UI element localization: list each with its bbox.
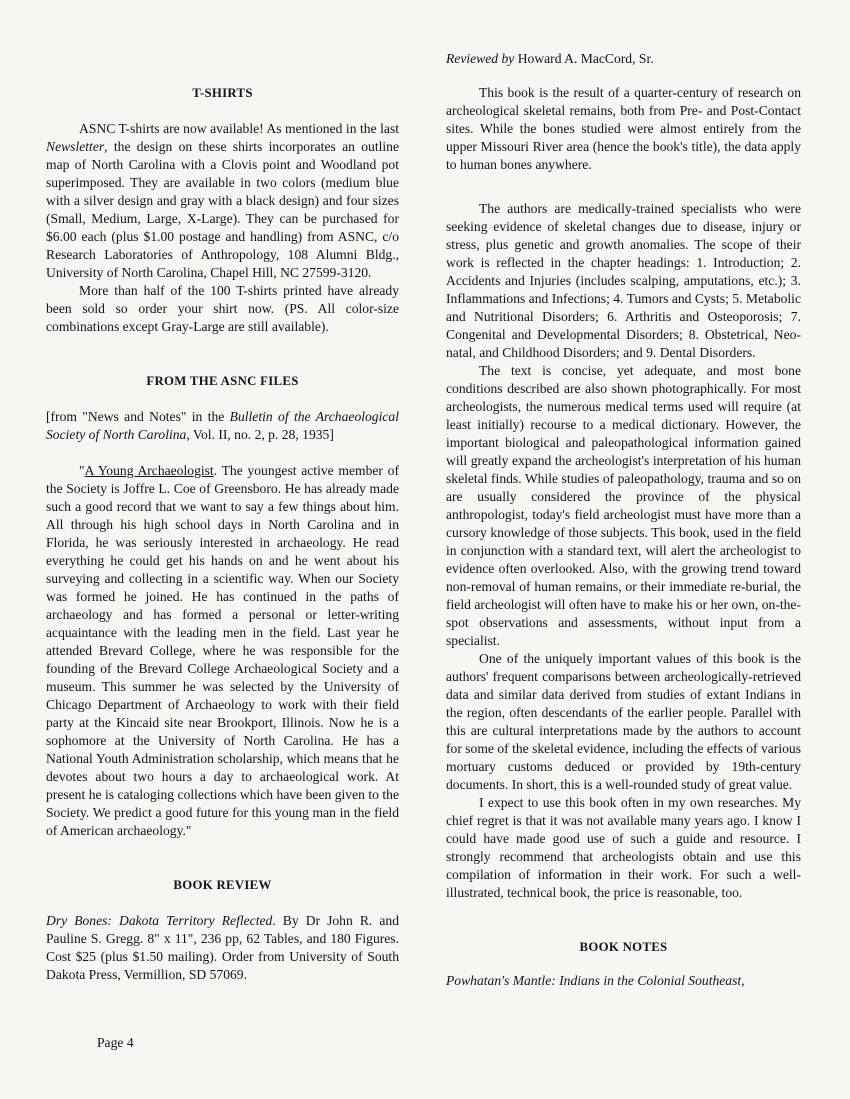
review-paragraph-2: The authors are medically-trained specialists who were seeking evidence of skeletal changes due to disease, injury or stress, plus genetic and growth anomalies. The scope of their work is reflected in the chapter headings: 1. Introduction; 2. Accidents and Injuries (includes scalping, amputations, etc.); 3. Inflammations and Infections; 4. Tumors and Cysts; 5. Metabolic and Nutritional Disorders; 6. Arthritis and Osteoporosis; 7. Congenital and Developmental Disorders; 8. Obstetrical, Neo-natal, and Childhood Disorders; and 9. Dental Disorders. (446, 201, 801, 360)
book-title: Dry Bones: Dakota Territory Reflected (46, 913, 273, 928)
young-archaeologist-article: "A Young Archaeologist. The youngest active member of the Society is Joffre L. Coe of Greensboro. He has already made such a good record that we want to say a few things about him. All through his high school days in North Carolina and in Florida, he was seriously interested in archaeology. He read everything he could get his hands on and he went about his surveying and collecting in a scientific way. When our Society was formed he joined. He has continued in the paths of archaeology and has formed a personal or letter-writing acquaintance with the leading men in the field. Last year he attended Brevard College, where he was responsible for the founding of the Brevard College Archaeological Society and a museum. This summer he was selected by the University of Chicago Department of Archaeology to work with their field party at the Kincaid site near Brookport, Illinois. Now he is a sophomore at the University of North Carolina. He has a National Youth Administration scholarship, which means that he devotes about two hours a day to archaeological work. At present he is cataloging collections which have been given to the Society. We predict a good future for this young man in the field of American archaeology." (46, 463, 399, 838)
review-paragraph-3: The text is concise, yet adequate, and most bone conditions described are also shown photographically. For most archeologists, the numerous medical terms used will require (at least initially) recourse to a medical dictionary. However, the important biological and paleopathological information gained will greatly expand the archeologist's interpretation of his human skeletal finds. While studies of paleopathology, trauma and so on are usually considered the province of the physical anthropologist, today's field archeologist must have more than a cursory knowledge of those subjects. This book, used in the field in conjunction with a standard text, will alert the archeologist to evidence often overlooked. Also, with the growing trend toward non-removal of human remains, or their immediate re-burial, the field archeologist will often have to make his or her own, on-the-spot observations and assessments, without input from a specialist. (446, 363, 801, 648)
bulletin-title: Bulletin of the Archaeological Society of North Carolina (46, 409, 399, 442)
files-heading: FROM THE ASNC FILES (146, 374, 299, 388)
page-number: Page 4 (97, 1035, 134, 1050)
book-review-heading: BOOK REVIEW (173, 878, 272, 892)
tshirts-paragraph-2: More than half of the 100 T-shirts printed have already been sold so order your shirt now. (PS. All color-size combinations except Gray-Large are still available). (46, 283, 399, 334)
review-paragraph-4: One of the uniquely important values of this book is the authors' frequent comparisons between archeologically-retrieved data and similar data derived from studies of extant Indians in the region, often descendants of the earlier people. Parallel with this are cultural interpretations made by the authors to account for some of the skeletal evidence, including the effects of various mortuary customs deduced or provided by 19th-century documents. In short, this is a well-rounded study of great value. (446, 651, 801, 792)
book-notes-first-line: Powhatan's Mantle: Indians in the Colonial Southeast, (446, 973, 745, 988)
review-paragraph-1: This book is the result of a quarter-century of research on archeological skeletal remains, both from Pre- and Post-Contact sites. While the bones studied were almost entirely from the upper Missouri River area (hence the book's title), the data apply to human bones anywhere. (446, 85, 801, 172)
right-column (446, 50, 801, 990)
newsletter-italic: Newsletter (46, 139, 105, 154)
reviewed-by-line: Reviewed by Howard A. MacCord, Sr. (446, 51, 654, 66)
files-citation: [from "News and Notes" in the Bulletin of the Archaeological Society of North Carolina, Vol. II, no. 2, p. 28, 1935] (46, 409, 399, 442)
review-paragraph-5: I expect to use this book often in my own researches. My chief regret is that it was not available many years ago. I know I could have made good use of such a guide and resource. I strongly recommend that archeologists obtain and use this compilation of information in their work. For such a well-illustrated, technical book, the price is reasonable, too. (446, 795, 801, 900)
left-column (46, 50, 399, 984)
article-title: A Young Archaeologist (84, 463, 214, 478)
tshirts-paragraph-1: ASNC T-shirts are now available! As mentioned in the last Newsletter, the design on these shirts incorporates an outline map of North Carolina with a Clovis point and Woodland pot superimposed. They are available in two colors (medium blue with a silver design and gray with a black design) and four sizes (Small, Medium, Large, X-Large). They can be purchased for $6.00 each (plus $1.00 postage and handling) from ASNC, c/o Research Laboratories of Anthropology, 108 Alumni Bldg., University of North Carolina, Chapel Hill, NC 27599-3120. (46, 121, 399, 280)
tshirts-heading: T-SHIRTS (192, 86, 253, 100)
reviewer-name: Howard A. MacCord, Sr. (514, 51, 654, 66)
book-review-citation: Dry Bones: Dakota Territory Reflected. By Dr John R. and Pauline S. Gregg. 8" x 11", 236 pp, 62 Tables, and 180 Figures. Cost $25 (plus $1.50 mailing). Order from University of South Dakota Press, Vermillion, SD 57069. (46, 913, 399, 982)
book-notes-heading: BOOK NOTES (579, 940, 668, 954)
